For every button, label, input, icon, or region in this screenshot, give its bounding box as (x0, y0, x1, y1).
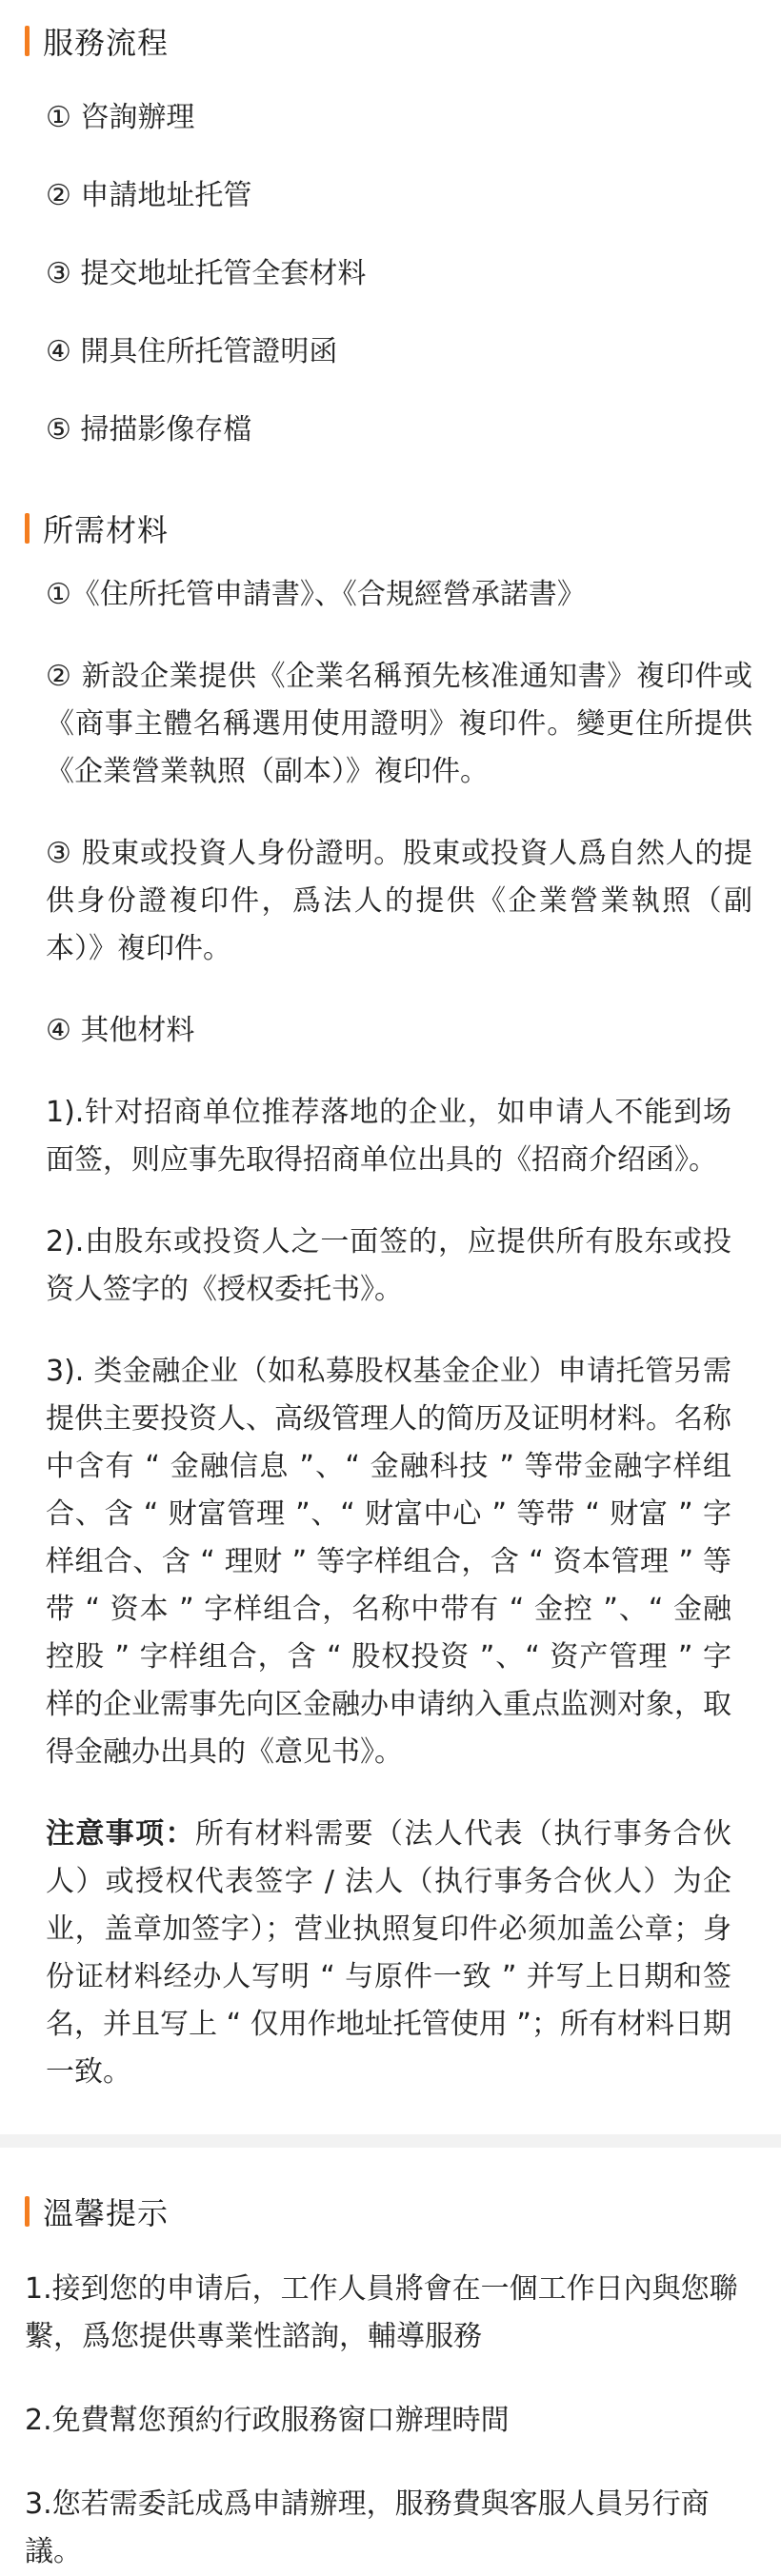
service-flow-header (25, 25, 756, 61)
service-flow-section (0, 0, 781, 449)
material-subitem: 2).由股东或投资人之一面签的，应提供所有股东或投资人签字的《授权委托书》。 (46, 1225, 731, 1306)
tip-item: 1.接到您的申请后，工作人員將會在一個工作日內與您聯繫，爲您提供專業性諮詢，輔導服務 (25, 2272, 738, 2353)
material-subitem: 1).针对招商单位推荐落地的企业，如申请人不能到场面签，则应事先取得招商单位出具的《招商介绍函》。 (46, 1096, 731, 1177)
tip-item: 2.免費幫您預約行政服務窗口辦理時間 (25, 2404, 510, 2437)
flow-step: ① 咨詢辦理 (46, 101, 195, 134)
warm-tips-section (0, 2148, 781, 2576)
material-item: ①《住所托管申請書》、《合規經營承諾書》 (46, 578, 586, 611)
material-subitem: 3). 类金融企业（如私募股权基金企业）申请托管另需提供主要投资人、高级管理人的简历及证明材料。名称中含有 “ 金融信息 ”、“ 金融科技 ” 等带金融字样组合、含 “ 财富管理 ”、“ 财富中心 ” 等带 “ 财富 ” 字样组合、含 “ 理财 ” 等字样组合，含 “ 资本管理 ” 等带 “ 资本 ” 字样组合，名称中带有 “ 金控 ”、“ 金融控股 ” 字样组合，含 “ 股权投资 ”、“ 资产管理 ” 字样的企业需事先向区金融办申请纳入重点监测对象，取得金融办出具的《意见书》。 (46, 1355, 731, 1769)
notice-text: 所有材料需要（法人代表（执行事务合伙人）或授权代表签字 / 法人（执行事务合伙人）为企业，盖章加签字）；营业执照复印件必须加盖公章；身份证材料经办人写明 “ 与原件一致 ” 并写上日期和签名，并且写上 “ 仅用作地址托管使用 ”；所有材料日期一致。 (46, 1817, 732, 2089)
flow-step: ③ 提交地址托管全套材料 (46, 257, 367, 290)
material-item: ④ 其他材料 (46, 1014, 195, 1047)
accent-bar (25, 513, 30, 544)
accent-bar (25, 26, 30, 56)
tip-item: 3.您若需委託成爲申請辦理，服務費與客服人員另行商議。 (25, 2487, 710, 2568)
section-title: 溫馨提示 (43, 2195, 170, 2231)
flow-step: ④ 開具住所托管證明函 (46, 335, 338, 368)
section-title: 所需材料 (43, 512, 170, 548)
flow-step: ② 申請地址托管 (46, 179, 252, 212)
flow-step: ⑤ 掃描影像存檔 (46, 413, 252, 446)
notice-label: 注意事项： (46, 1817, 195, 1851)
notice-paragraph (46, 1811, 731, 2096)
required-materials-section (0, 491, 781, 2096)
section-divider (0, 2134, 781, 2148)
material-item: ② 新設企業提供《企業名稱預先核准通知書》複印件或《商事主體名稱選用使用證明》複印件。變更住所提供《企業營業執照（副本）》複印件。 (46, 660, 752, 788)
accent-bar (25, 2196, 30, 2227)
section-title: 服務流程 (43, 25, 170, 61)
required-materials-header (25, 512, 756, 548)
material-item: ③ 股東或投資人身份證明。股東或投資人爲自然人的提供身份證複印件，爲法人的提供《企業營業執照（副本）》複印件。 (46, 837, 752, 965)
warm-tips-header (25, 2195, 756, 2231)
